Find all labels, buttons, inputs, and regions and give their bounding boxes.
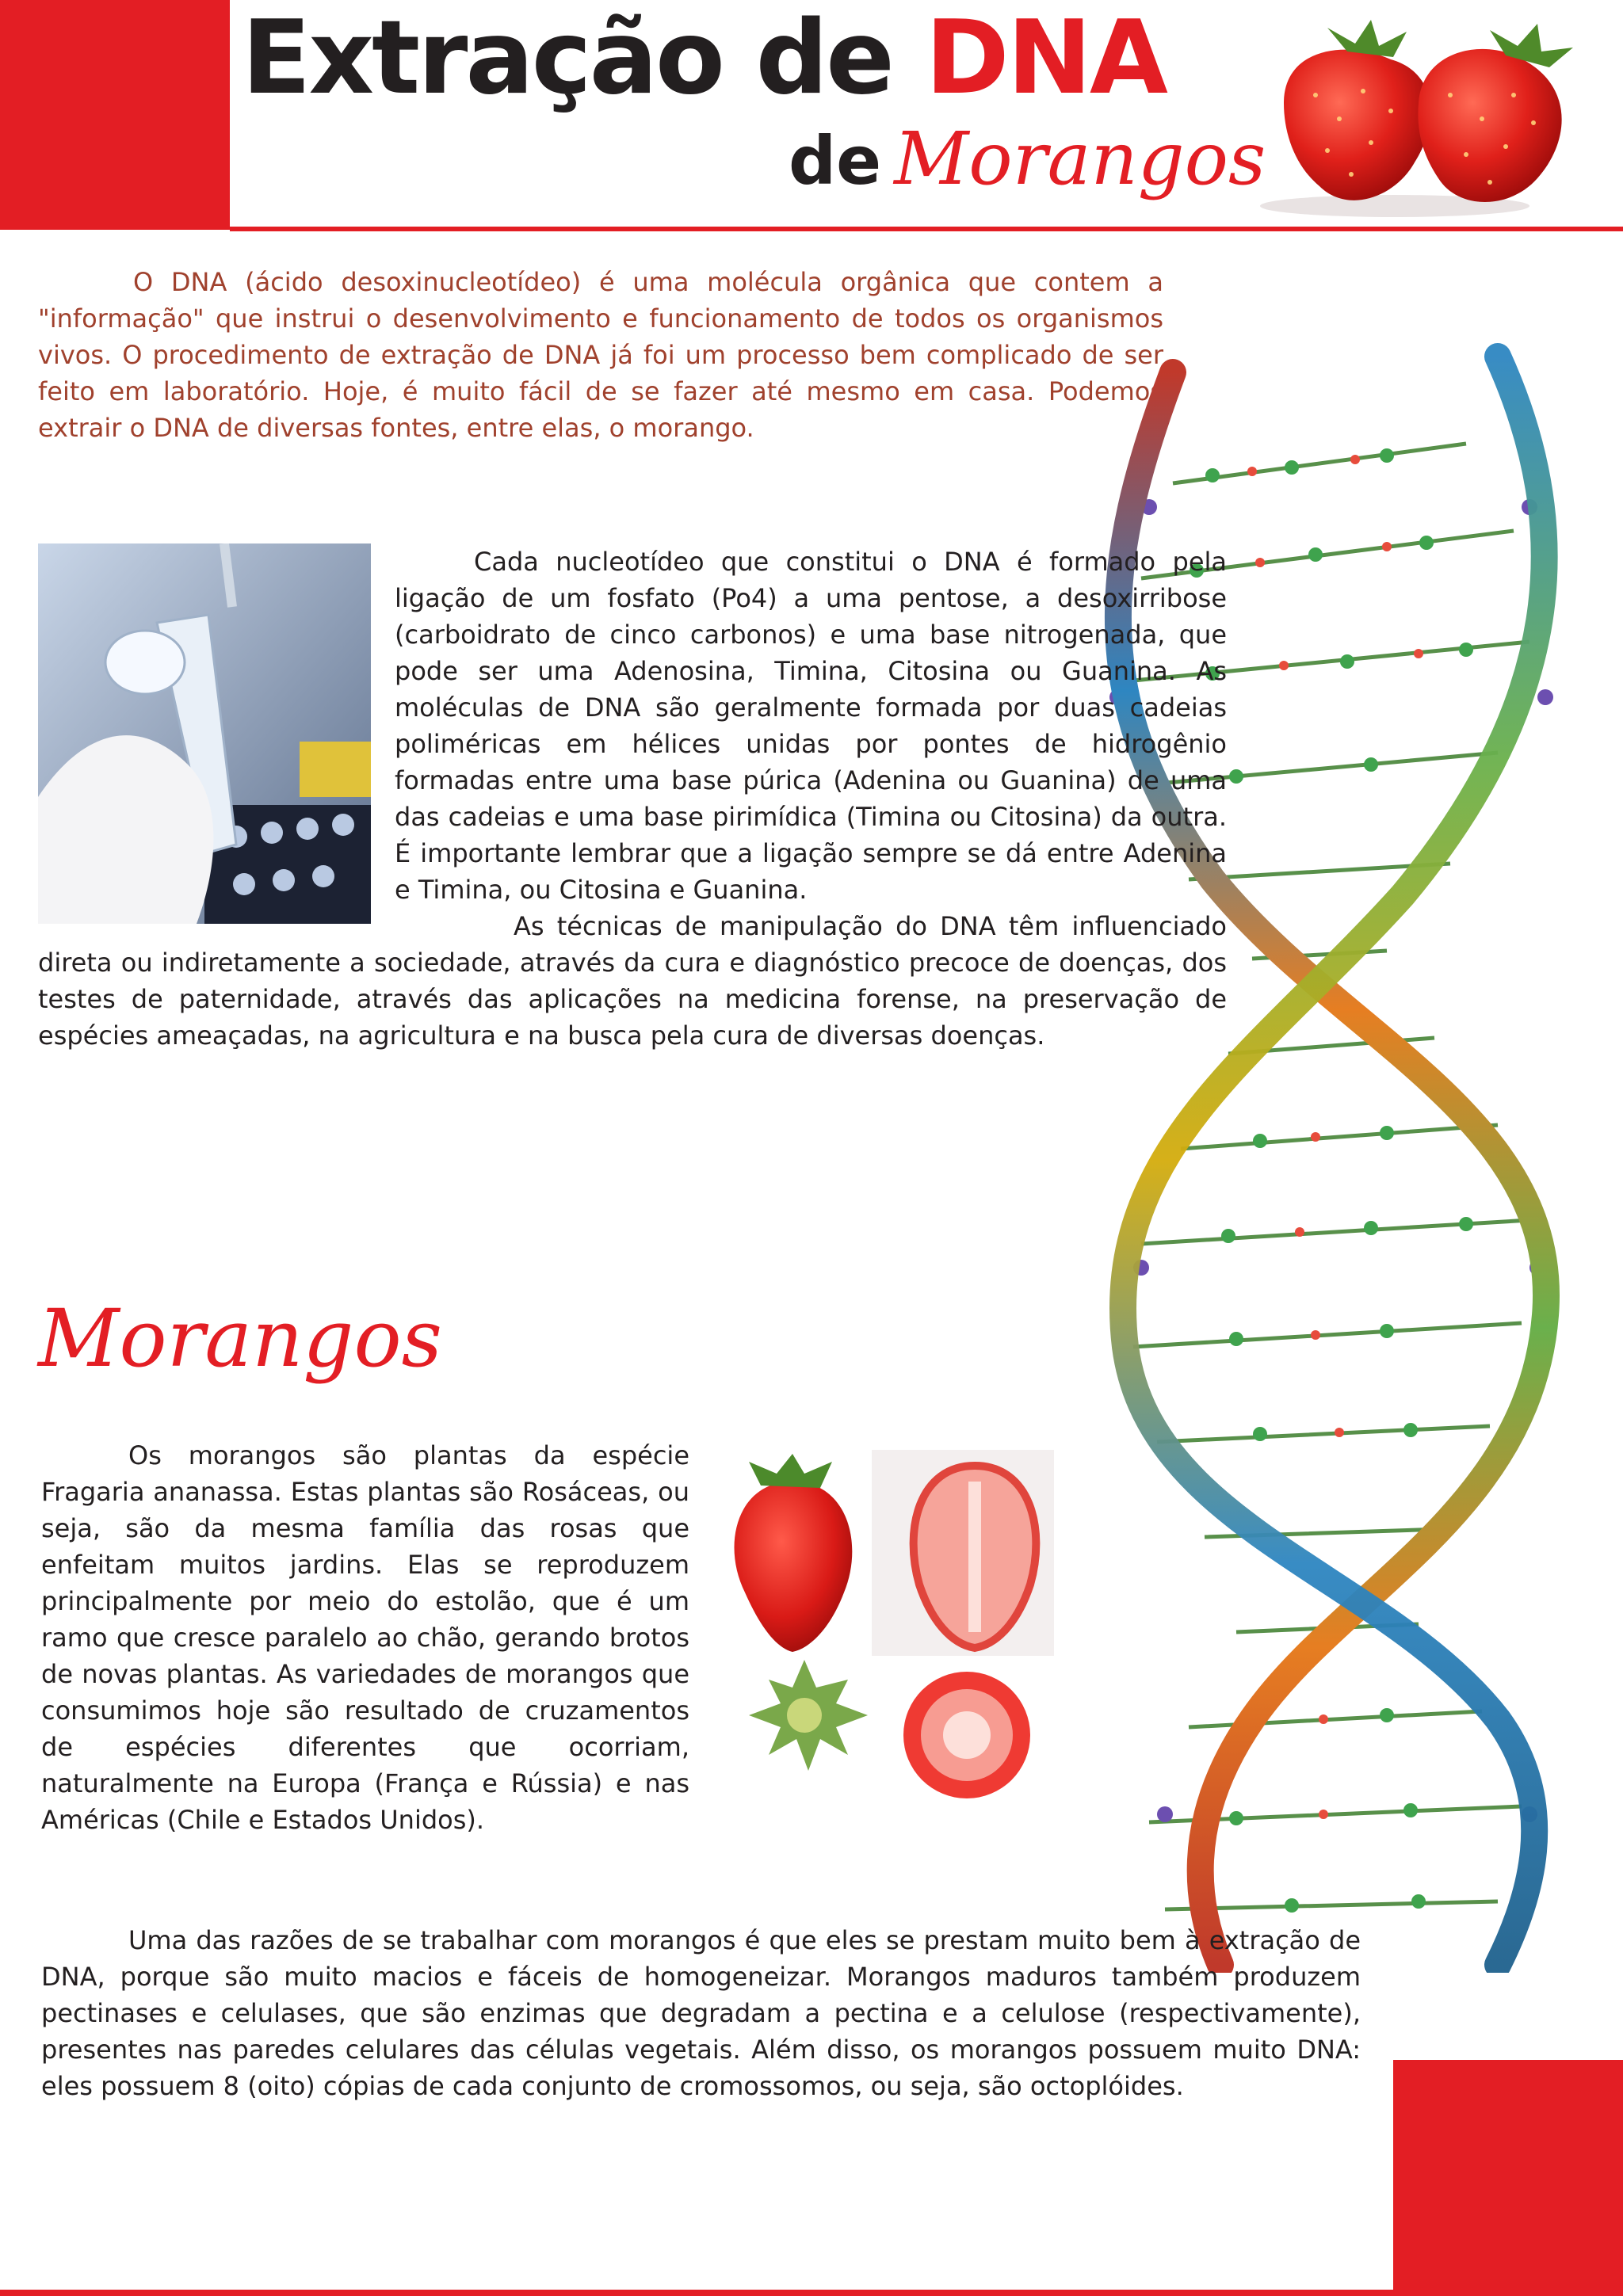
footer-line (0, 2290, 1393, 2296)
morangos-paragraph-2: Uma das razões de se trabalhar com morangos é que eles se prestam muito bem à extração de DNA, porque são muito macios e fáceis de homogeneizar. Morangos maduros também produzem pectinases e celulases, que são enzimas que degradam a pectina e a celulose (respectivamente), presentes nas paredes celulares das células vegetais. Além disso, os morangos possuem muito DNA: eles possuem 8 (oito) cópias de cada conjunto de cromossomos, ou seja, são octoplóides. (41, 1925, 1361, 2101)
title-dna-word: DNA (925, 0, 1166, 117)
lab-tube-photo (38, 543, 371, 924)
nucleotide-section (38, 543, 1227, 1054)
morangos-paragraph-1: Os morangos são plantas da espécie Fragaria ananassa. Estas plantas são Rosáceas, ou seja, são da mesma família das rosas que enfeitam muitos jardins. Elas se reproduzem principalmente por meio do estolão, que é um ramo que cresce paralelo ao chão, gerando brotos de novas plantas. As variedades de morangos que consumimos hoje são resultado de cruzamentos de espécies diferentes que ocorriam, naturalmente na Europa (França e Rússia) e nas Américas (Chile e Estados Unidos). (41, 1440, 689, 1835)
header-divider-line (230, 227, 1623, 231)
intro-paragraph: O DNA (ácido desoxinucleotídeo) é uma molécula orgânica que contem a "informação" que instrui o desenvolvimento e funcionamento de todos os organismos vivos. O procedimento de extração de DNA já foi um processo bem complicado de ser feito em laboratório. Hoje, é muito fácil de se fazer até mesmo em casa. Podemos extrair o DNA de diversas fontes, entre elas, o morango. (38, 267, 1163, 443)
subtitle-de: de (789, 122, 882, 200)
nucleotide-text-2: As técnicas de manipulação do DNA têm influenciado direta ou indiretamente a sociedade, através da cura e diagnóstico precoce de doenças, dos testes de paternidade, através das aplicações na medicina forense, na preservação de espécies ameaçadas, na agricultura e na busca pela cura de diversas doenças. (38, 911, 1227, 1051)
morangos-heading: Morangos (38, 1292, 442, 1385)
title-text: Extração de (242, 0, 926, 117)
page-subtitle (789, 116, 1266, 201)
red-corner-block-top-left (0, 0, 230, 230)
red-corner-block-bottom-right (1393, 2060, 1623, 2296)
strawberry-cross-sections-image (713, 1450, 1054, 1862)
subtitle-morangos: Morangos (894, 116, 1266, 201)
nucleotide-text-1: Cada nucleotídeo que constitui o DNA é formado pela ligação de um fosfato (Po4) a uma pentose, a desoxirribose (carboidrato de cinco carbonos) e uma base nitrogenada, que pode ser uma Adenosina, Timina, Citosina ou Guanina. As moléculas de DNA são geralmente formada por duas cadeias poliméricas em hélices unidas por pontes de hidrogênio formadas entre uma base púrica (Adenina ou Guanina) de uma das cadeias e uma base pirimídica (Timina ou Citosina) da outra. É importante lembrar que a ligação sempre se dá entre Adenina e Timina, ou Citosina e Guanina. (395, 547, 1227, 905)
strawberries-hero-image (1252, 16, 1617, 222)
page-title (242, 0, 1166, 117)
